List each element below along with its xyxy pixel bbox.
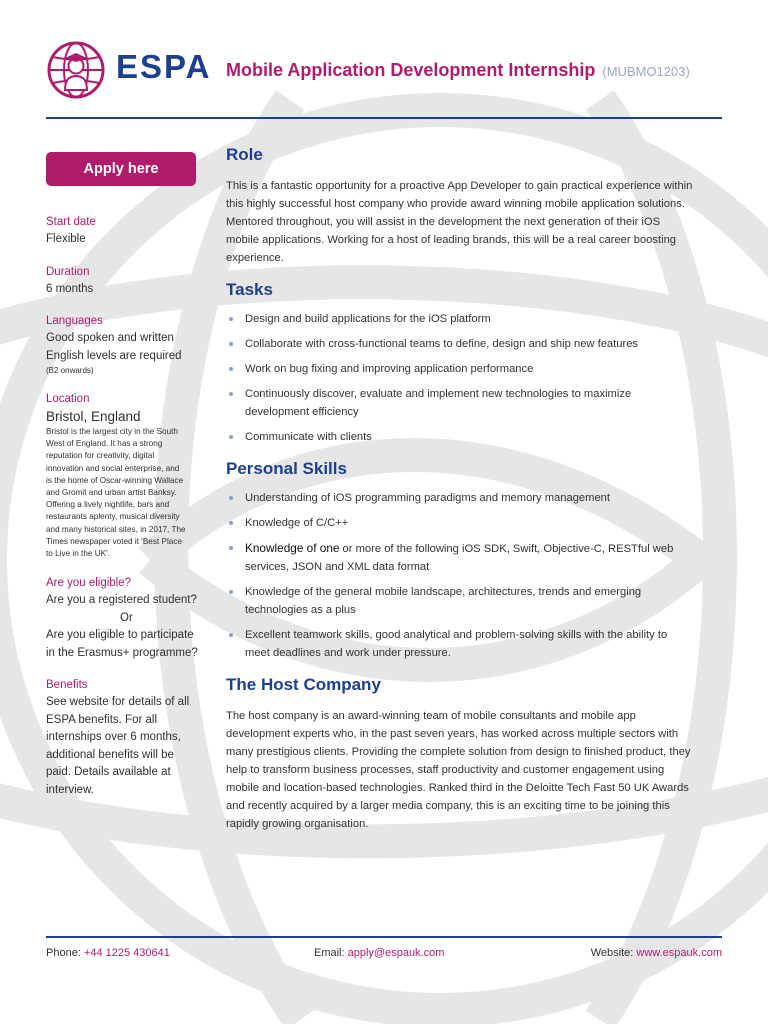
phone-link[interactable]: +44 1225 430641 [83,947,170,959]
location-line: Times newspaper voted it 'Best Place [46,536,182,546]
location-line: and Gromit and urban artist Banksy. [46,488,177,498]
role-line: This is a fantastic opportunity for a proactive App Developer to gain practical experience within [226,180,693,192]
list-item [226,310,722,328]
email-link[interactable]: apply@espauk.com [347,947,445,959]
host-line: development experts who, in the past seven years, has worked across multiple sectors with [226,728,679,740]
benefits-line: paid. Details available at [46,766,171,779]
sidebar [46,152,206,799]
job-code: (MUBMO1203) [602,64,690,79]
skill-text: or more of the following iOS SDK, Swift, Objective-C, RESTful web [339,543,674,555]
header-divider [46,117,722,119]
role-line: mobile applications. Working for a host of leading brands, this will be a real career boosting [226,234,677,246]
location-line: restaurants aplenty, musical diversity [46,512,180,522]
host-line: mobile and location-based technologies. Ranked third in the Deloitte Tech Fast 50 UK Awards [226,782,689,794]
skill-line: Understanding of iOS programming paradigms and memory management [245,492,611,504]
tasks-heading: Tasks [226,280,273,299]
location-line: to Live in the UK'. [46,549,110,559]
location-line: Bristol is the largest city in the South [46,427,178,436]
start-date-label: Start date [46,216,96,228]
eligible-line: in the Erasmus+ programme? [46,646,198,659]
list-item [226,385,722,421]
host-line: The host company is an award-winning team of mobile consultants and mobile app [226,710,636,722]
languages-line: English levels are required [46,349,182,362]
footer [46,947,722,963]
skill-line [245,539,722,558]
list-item [226,514,722,532]
host-paragraph [226,707,722,833]
task-line: Collaborate with cross-functional teams to define, design and ship new features [245,338,639,350]
location-line: reputation for creativity, digital [46,451,155,461]
skills-list [226,489,722,662]
host-heading: The Host Company [226,675,381,694]
skill-line: Knowledge of the general mobile landscape, architectures, trends and emerging [245,586,642,598]
task-line: Design and build applications for the iOS platform [245,313,491,325]
location-line: innovation and social enterprise, and [46,463,180,473]
task-line: Communicate with clients [245,431,372,443]
skills-heading: Personal Skills [226,459,347,478]
duration-label: Duration [46,265,90,278]
duration-value: 6 months [46,282,94,295]
location-line: Offering a lively nightlife, bars and [46,500,170,510]
skill-line: Excellent teamwork skills, good analytical and problem-solving skills with the ability to [245,629,668,641]
benefits-line: interview. [46,783,94,796]
list-item [226,335,722,353]
task-line: Continuously discover, evaluate and implement new technologies to maximize [245,388,632,400]
list-item [226,489,722,507]
list-item [226,428,722,446]
location-label: Location [46,393,90,405]
location-description [46,426,206,560]
benefits-line: internships over 6 months, [46,731,181,744]
list-item [226,583,722,619]
phone-label: Phone: [46,947,81,959]
location-line: West of England. It has a strong [46,439,163,449]
globe-graduate-icon [46,40,106,100]
task-line: Work on bug fixing and improving application performance [245,363,534,375]
role-paragraph [226,177,722,267]
job-title-text: Mobile Application Development Internship [226,60,596,80]
list-item [226,539,722,576]
eligible-line: Are you a registered student? [46,594,197,607]
skill-line: services, JSON and XML data format [245,561,430,573]
benefits-label: Benefits [46,679,88,692]
languages-label: Languages [46,315,103,327]
list-item [226,360,722,378]
task-line: development efficiency [245,406,359,418]
languages-line: Good spoken and written [46,332,174,344]
role-line: experience. [226,252,284,264]
logo-wordmark: ESPA [116,48,212,85]
footer-website [591,947,722,959]
website-label: Website: [590,947,634,959]
location-line: is the home of Oscar-winning Wallace [46,475,184,485]
benefits-line: ESPA benefits. For all [46,713,158,726]
tasks-list [226,310,722,446]
page-title [226,60,690,81]
apply-button[interactable]: Apply here [46,152,196,186]
benefits-line: additional benefits will be [46,748,174,761]
host-line: and recently acquired by a larger media company, this is an exciting time to be joining this [226,800,670,812]
list-item [226,626,722,662]
main-content [226,145,722,833]
page-header [46,40,722,102]
footer-phone [46,947,170,959]
host-line: help to transform business processes, staff productivity and customer engagement using [226,764,665,776]
footer-divider [46,936,722,938]
eligible-label: Are you eligible? [46,577,132,590]
eligible-or: Or [120,611,133,624]
benefits-line: See website for details of all [46,696,190,709]
website-link[interactable]: www.espauk.com [636,947,722,959]
location-name: Bristol, England [46,409,141,424]
eligible-line: Are you eligible to participate [46,629,194,642]
skill-line: meet deadlines and work under pressure. [245,647,451,659]
email-label: Email: [314,947,345,959]
role-heading: Role [226,145,263,164]
skill-emphasis: Knowledge of one [245,541,340,555]
skill-line: technologies as a plus [245,604,356,616]
start-date-value: Flexible [46,233,86,245]
languages-note: (B2 onwards) [46,366,94,375]
role-line: this highly successful host company who provide award winning mobile application solutions. [226,198,685,210]
footer-email [314,947,444,959]
role-line: Mentored throughout, you will assist in the development the next generation of their iOS [226,216,661,228]
host-line: rapidly growing organisation. [226,818,369,830]
skill-line: Knowledge of C/C++ [245,517,349,529]
location-line: and many historical sites, in 2017, The [46,524,186,534]
host-line: many prestigious clients. Providing the complete solution from design to finished product, they [226,746,691,758]
